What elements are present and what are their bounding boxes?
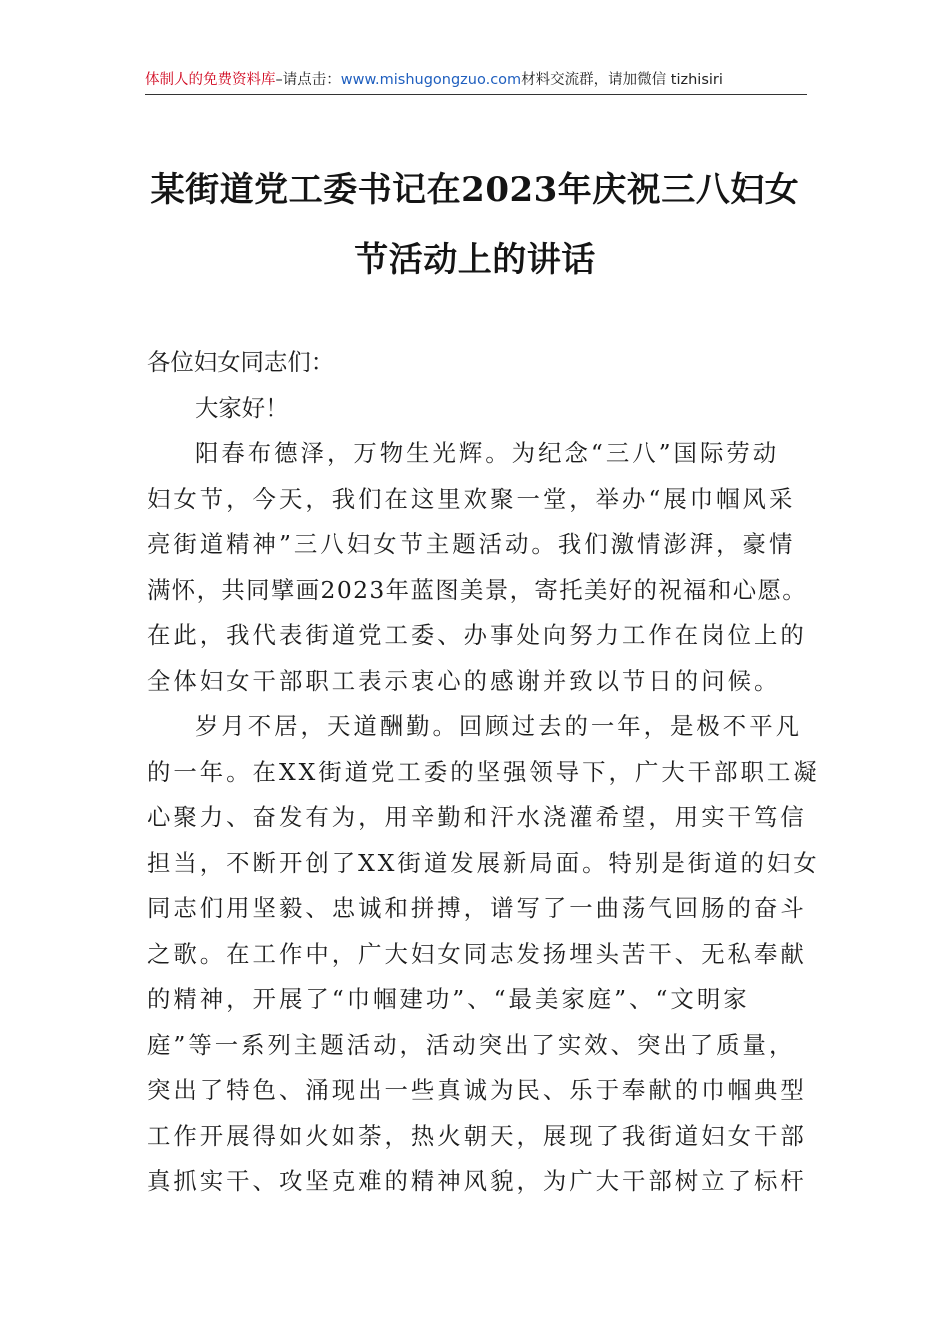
paragraph-line: 亮街道精神”三八妇女节主题活动。我们激情澎湃，豪情 xyxy=(147,530,796,558)
title-line-2: 节活动上的讲话 xyxy=(354,240,596,280)
paragraph-line: 岁月不居，天道酬勤。回顾过去的一年，是极不平凡 xyxy=(195,712,802,740)
header-prompt: –请点击： xyxy=(275,72,341,88)
paragraph-line: 庭”等一系列主题活动，活动突出了实效、突出了质量， xyxy=(147,1030,796,1059)
header-suffix: 材料交流群，请加微信 tizhisiri xyxy=(521,72,723,88)
salutation: 各位妇女同志们： xyxy=(147,348,335,376)
paragraph-1 xyxy=(147,431,807,704)
header-url-link[interactable]: www.mishugongzuo.com xyxy=(340,72,522,88)
paragraph-line: 担当，不断开创了XX街道发展新局面。特别是街道的妇女 xyxy=(147,848,820,877)
header-divider xyxy=(145,94,807,95)
page-header xyxy=(145,68,807,92)
title-line-1: 某街道党工委书记在2023年庆祝三八妇女 xyxy=(150,170,800,210)
greeting: 大家好！ xyxy=(195,393,289,422)
paragraph-line: 妇女节，今天，我们在这里欢聚一堂，举办“展巾帼风采 xyxy=(147,484,796,513)
paragraph-line: 的精神，开展了“巾帼建功”、“最美家庭”、“文明家 xyxy=(147,985,750,1013)
paragraph-line: 阳春布德泽，万物生光辉。为纪念“三八”国际劳动 xyxy=(195,439,780,467)
document-title xyxy=(120,155,830,295)
paragraph-line: 满怀，共同擘画2023年蓝图美景，寄托美好的祝福和心愿。 xyxy=(147,575,808,604)
paragraph-line: 全体妇女干部职工表示衷心的感谢并致以节日的问候。 xyxy=(147,666,781,695)
header-site-name: 体制人的免费资料库 xyxy=(145,72,276,88)
paragraph-line: 在此，我代表街道党工委、办事处向努力工作在岗位上的 xyxy=(147,621,807,649)
paragraph-line: 突出了特色、涌现出一些真诚为民、乐于奉献的巾帼典型 xyxy=(147,1076,807,1104)
paragraph-line: 的一年。在XX街道党工委的坚强领导下，广大干部职工凝 xyxy=(147,757,820,786)
paragraph-line: 真抓实干、攻坚克难的精神风貌，为广大干部树立了标杆 xyxy=(147,1167,807,1195)
paragraph-line: 之歌。在工作中，广大妇女同志发扬埋头苦干、无私奉献 xyxy=(147,939,807,968)
paragraph-line: 心聚力、奋发有为，用辛勤和汗水浇灌希望，用实干笃信 xyxy=(147,803,807,831)
paragraph-2 xyxy=(147,704,820,1205)
paragraph-line: 工作开展得如火如荼，热火朝天，展现了我街道妇女干部 xyxy=(147,1121,807,1150)
document-body xyxy=(147,340,820,1205)
paragraph-line: 同志们用坚毅、忠诚和拼搏，谱写了一曲荡气回肠的奋斗 xyxy=(147,894,807,922)
